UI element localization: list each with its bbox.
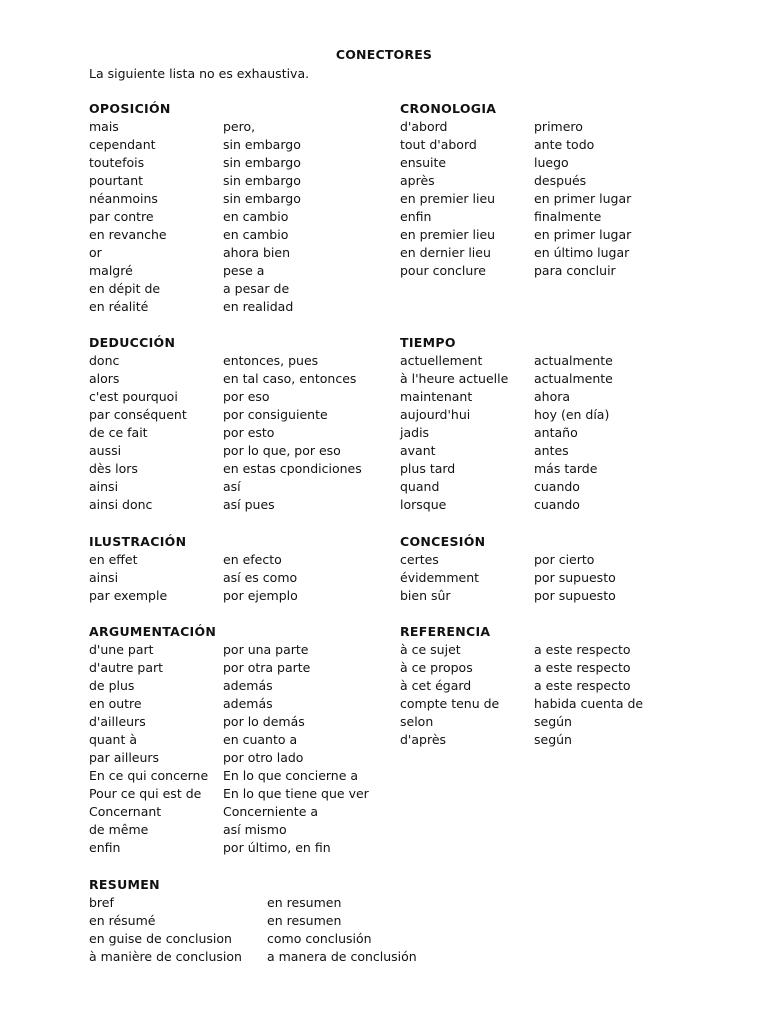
spanish-term: así bbox=[223, 479, 241, 494]
spanish-term: En lo que concierne a bbox=[223, 768, 359, 783]
french-term: d'abord bbox=[400, 119, 448, 134]
spanish-term: así mismo bbox=[223, 822, 287, 837]
term-row bbox=[89, 948, 417, 966]
section-heading: RESUMEN bbox=[89, 877, 160, 892]
spanish-term: en cambio bbox=[223, 209, 289, 224]
term-row bbox=[89, 767, 369, 785]
spanish-term: finalmente bbox=[534, 209, 602, 224]
french-term: d'après bbox=[400, 732, 447, 747]
spanish-term: así pues bbox=[223, 497, 275, 512]
spanish-term: antes bbox=[534, 443, 569, 458]
term-row bbox=[89, 136, 301, 154]
french-term: avant bbox=[400, 443, 436, 458]
term-row bbox=[400, 442, 613, 460]
term-row bbox=[89, 713, 369, 731]
french-term: en premier lieu bbox=[400, 227, 496, 242]
spanish-term: por último, en fin bbox=[223, 840, 331, 855]
term-row bbox=[89, 930, 417, 948]
french-term: aussi bbox=[89, 443, 122, 458]
term-row bbox=[400, 118, 631, 136]
term-row bbox=[89, 244, 301, 262]
french-term: ensuite bbox=[400, 155, 447, 170]
french-term: par ailleurs bbox=[89, 750, 160, 765]
french-term: par contre bbox=[89, 209, 154, 224]
spanish-term: por otra parte bbox=[223, 660, 311, 675]
french-term: à l'heure actuelle bbox=[400, 371, 509, 386]
french-term: quand bbox=[400, 479, 440, 494]
spanish-term: ante todo bbox=[534, 137, 595, 152]
french-term: En ce qui concerne bbox=[89, 768, 209, 783]
spanish-term: primero bbox=[534, 119, 583, 134]
section-heading: CONCESIÓN bbox=[400, 534, 486, 549]
spanish-term: hoy (en día) bbox=[534, 407, 610, 422]
term-row bbox=[89, 641, 369, 659]
intro-text: La siguiente lista no es exhaustiva. bbox=[89, 66, 310, 81]
term-row bbox=[89, 785, 369, 803]
french-term: d'une part bbox=[89, 642, 154, 657]
spanish-term: ahora bien bbox=[223, 245, 291, 260]
spanish-term: por ejemplo bbox=[223, 588, 298, 603]
french-term: bien sûr bbox=[400, 588, 451, 603]
spanish-term: por una parte bbox=[223, 642, 309, 657]
french-term: d'autre part bbox=[89, 660, 164, 675]
french-term: en revanche bbox=[89, 227, 167, 242]
french-term: Pour ce qui est de bbox=[89, 786, 202, 801]
term-row bbox=[400, 190, 631, 208]
spanish-term: actualmente bbox=[534, 353, 613, 368]
spanish-term: por consiguiente bbox=[223, 407, 328, 422]
french-term: bref bbox=[89, 895, 114, 910]
spanish-term: por lo demás bbox=[223, 714, 305, 729]
spanish-term: en resumen bbox=[267, 913, 342, 928]
term-row bbox=[89, 894, 417, 912]
section-ilustracion bbox=[89, 533, 298, 605]
term-row bbox=[400, 172, 631, 190]
spanish-term: en cuanto a bbox=[223, 732, 298, 747]
term-row bbox=[89, 587, 298, 605]
term-row bbox=[400, 244, 631, 262]
french-term: selon bbox=[400, 714, 434, 729]
section-concesion bbox=[400, 533, 616, 605]
section-heading: CRONOLOGIA bbox=[400, 101, 497, 116]
french-term: à cet égard bbox=[400, 678, 472, 693]
spanish-term: sin embargo bbox=[223, 155, 301, 170]
term-row bbox=[400, 352, 613, 370]
term-row bbox=[89, 821, 369, 839]
section-referencia bbox=[400, 623, 643, 749]
french-term: alors bbox=[89, 371, 120, 386]
term-row bbox=[89, 803, 369, 821]
term-row bbox=[89, 388, 362, 406]
section-heading: ARGUMENTACIÓN bbox=[89, 624, 217, 639]
spanish-term: por supuesto bbox=[534, 570, 616, 585]
french-term: après bbox=[400, 173, 435, 188]
french-term: par conséquent bbox=[89, 407, 187, 422]
french-term: pourtant bbox=[89, 173, 144, 188]
term-row bbox=[400, 478, 613, 496]
spanish-term: ahora bbox=[534, 389, 571, 404]
spanish-term: a este respecto bbox=[534, 678, 631, 693]
term-row bbox=[400, 587, 616, 605]
spanish-term: además bbox=[223, 696, 273, 711]
french-term: à ce propos bbox=[400, 660, 473, 675]
french-term: c'est pourquoi bbox=[89, 389, 178, 404]
section-cronologia bbox=[400, 100, 631, 280]
spanish-term: a este respecto bbox=[534, 642, 631, 657]
spanish-term: Concerniente a bbox=[223, 804, 319, 819]
french-term: d'ailleurs bbox=[89, 714, 146, 729]
spanish-term: sin embargo bbox=[223, 173, 301, 188]
french-term: à ce sujet bbox=[400, 642, 461, 657]
term-row bbox=[400, 641, 643, 659]
spanish-term: en primer lugar bbox=[534, 227, 632, 242]
term-row bbox=[89, 208, 301, 226]
french-term: de même bbox=[89, 822, 149, 837]
spanish-term: más tarde bbox=[534, 461, 598, 476]
section-oposicion bbox=[89, 100, 301, 316]
term-row bbox=[89, 478, 362, 496]
french-term: compte tenu de bbox=[400, 696, 500, 711]
term-row bbox=[89, 406, 362, 424]
french-term: pour conclure bbox=[400, 263, 486, 278]
spanish-term: a pesar de bbox=[223, 281, 290, 296]
spanish-term: actualmente bbox=[534, 371, 613, 386]
french-term: enfin bbox=[400, 209, 432, 224]
term-row bbox=[400, 695, 643, 713]
term-row bbox=[400, 370, 613, 388]
term-row bbox=[89, 659, 369, 677]
spanish-term: como conclusión bbox=[267, 931, 372, 946]
french-term: donc bbox=[89, 353, 120, 368]
term-row bbox=[89, 370, 362, 388]
french-term: actuellement bbox=[400, 353, 483, 368]
spanish-term: en realidad bbox=[223, 299, 294, 314]
section-heading: TIEMPO bbox=[400, 335, 456, 350]
french-term: quant à bbox=[89, 732, 137, 747]
french-term: mais bbox=[89, 119, 119, 134]
french-term: en guise de conclusion bbox=[89, 931, 232, 946]
term-row bbox=[89, 154, 301, 172]
term-row bbox=[89, 226, 301, 244]
french-term: en effet bbox=[89, 552, 138, 567]
term-row bbox=[400, 677, 643, 695]
spanish-term: a manera de conclusión bbox=[267, 949, 417, 964]
term-row bbox=[89, 569, 298, 587]
term-row bbox=[400, 154, 631, 172]
section-argumentacion bbox=[89, 623, 369, 857]
spanish-term: por eso bbox=[223, 389, 270, 404]
term-row bbox=[400, 262, 631, 280]
french-term: de plus bbox=[89, 678, 135, 693]
section-heading: ILUSTRACIÓN bbox=[89, 534, 187, 549]
term-row bbox=[89, 839, 369, 857]
term-row bbox=[89, 442, 362, 460]
spanish-term: para concluir bbox=[534, 263, 616, 278]
spanish-term: en primer lugar bbox=[534, 191, 632, 206]
french-term: plus tard bbox=[400, 461, 456, 476]
section-tiempo bbox=[400, 334, 613, 514]
french-term: aujourd'hui bbox=[400, 407, 471, 422]
spanish-term: después bbox=[534, 173, 587, 188]
french-term: malgré bbox=[89, 263, 133, 278]
french-term: par exemple bbox=[89, 588, 168, 603]
spanish-term: según bbox=[534, 714, 572, 729]
term-row bbox=[89, 551, 298, 569]
spanish-term: a este respecto bbox=[534, 660, 631, 675]
term-row bbox=[89, 172, 301, 190]
term-row bbox=[89, 262, 301, 280]
term-row bbox=[400, 388, 613, 406]
spanish-term: así es como bbox=[223, 570, 298, 585]
term-row bbox=[400, 460, 613, 478]
term-row bbox=[400, 136, 631, 154]
french-term: à manière de conclusion bbox=[89, 949, 242, 964]
term-row bbox=[89, 677, 369, 695]
section-deduccion bbox=[89, 334, 362, 514]
french-term: en premier lieu bbox=[400, 191, 496, 206]
section-resumen bbox=[89, 876, 417, 966]
french-term: enfin bbox=[89, 840, 121, 855]
spanish-term: en cambio bbox=[223, 227, 289, 242]
term-row bbox=[400, 406, 613, 424]
term-row bbox=[400, 659, 643, 677]
french-term: Concernant bbox=[89, 804, 162, 819]
french-term: jadis bbox=[400, 425, 430, 440]
term-row bbox=[400, 731, 643, 749]
term-row bbox=[89, 280, 301, 298]
spanish-term: sin embargo bbox=[223, 137, 301, 152]
spanish-term: por esto bbox=[223, 425, 275, 440]
spanish-term: según bbox=[534, 732, 572, 747]
french-term: en dépit de bbox=[89, 281, 161, 296]
section-heading: REFERENCIA bbox=[400, 624, 491, 639]
term-row bbox=[89, 749, 369, 767]
french-term: dès lors bbox=[89, 461, 138, 476]
term-row bbox=[89, 190, 301, 208]
spanish-term: por cierto bbox=[534, 552, 595, 567]
term-row bbox=[400, 208, 631, 226]
french-term: en dernier lieu bbox=[400, 245, 491, 260]
term-row bbox=[400, 569, 616, 587]
french-term: évidemment bbox=[400, 570, 480, 585]
spanish-term: pero, bbox=[223, 119, 256, 134]
spanish-term: pese a bbox=[223, 263, 265, 278]
term-row bbox=[400, 713, 643, 731]
french-term: tout d'abord bbox=[400, 137, 477, 152]
spanish-term: además bbox=[223, 678, 273, 693]
french-term: ainsi bbox=[89, 570, 119, 585]
spanish-term: cuando bbox=[534, 479, 580, 494]
french-term: or bbox=[89, 245, 102, 260]
spanish-term: luego bbox=[534, 155, 569, 170]
spanish-term: por otro lado bbox=[223, 750, 304, 765]
french-term: en résumé bbox=[89, 913, 156, 928]
term-row bbox=[400, 496, 613, 514]
document-title: CONECTORES bbox=[335, 47, 433, 62]
term-row bbox=[89, 424, 362, 442]
spanish-term: en resumen bbox=[267, 895, 342, 910]
section-heading: OPOSICIÓN bbox=[89, 101, 171, 116]
french-term: maintenant bbox=[400, 389, 473, 404]
term-row bbox=[89, 695, 369, 713]
spanish-term: por lo que, por eso bbox=[223, 443, 341, 458]
spanish-term: En lo que tiene que ver bbox=[223, 786, 369, 801]
term-row bbox=[89, 460, 362, 478]
term-row bbox=[89, 118, 301, 136]
spanish-term: cuando bbox=[534, 497, 580, 512]
spanish-term: por supuesto bbox=[534, 588, 616, 603]
spanish-term: en tal caso, entonces bbox=[223, 371, 357, 386]
term-row bbox=[89, 496, 362, 514]
section-heading: DEDUCCIÓN bbox=[89, 335, 176, 350]
spanish-term: en estas cpondiciones bbox=[223, 461, 362, 476]
spanish-term: habida cuenta de bbox=[534, 696, 644, 711]
term-row bbox=[89, 731, 369, 749]
french-term: en réalité bbox=[89, 299, 149, 314]
french-term: en outre bbox=[89, 696, 142, 711]
french-term: ainsi bbox=[89, 479, 119, 494]
spanish-term: en efecto bbox=[223, 552, 282, 567]
spanish-term: en último lugar bbox=[534, 245, 630, 260]
french-term: de ce fait bbox=[89, 425, 148, 440]
french-term: toutefois bbox=[89, 155, 145, 170]
french-term: néanmoins bbox=[89, 191, 158, 206]
french-term: ainsi donc bbox=[89, 497, 153, 512]
spanish-term: antaño bbox=[534, 425, 578, 440]
term-row bbox=[89, 352, 362, 370]
term-row bbox=[89, 298, 301, 316]
french-term: certes bbox=[400, 552, 439, 567]
spanish-term: sin embargo bbox=[223, 191, 301, 206]
term-row bbox=[400, 551, 616, 569]
term-row bbox=[400, 424, 613, 442]
spanish-term: entonces, pues bbox=[223, 353, 319, 368]
french-term: lorsque bbox=[400, 497, 447, 512]
french-term: cependant bbox=[89, 137, 156, 152]
term-row bbox=[89, 912, 417, 930]
term-row bbox=[400, 226, 631, 244]
